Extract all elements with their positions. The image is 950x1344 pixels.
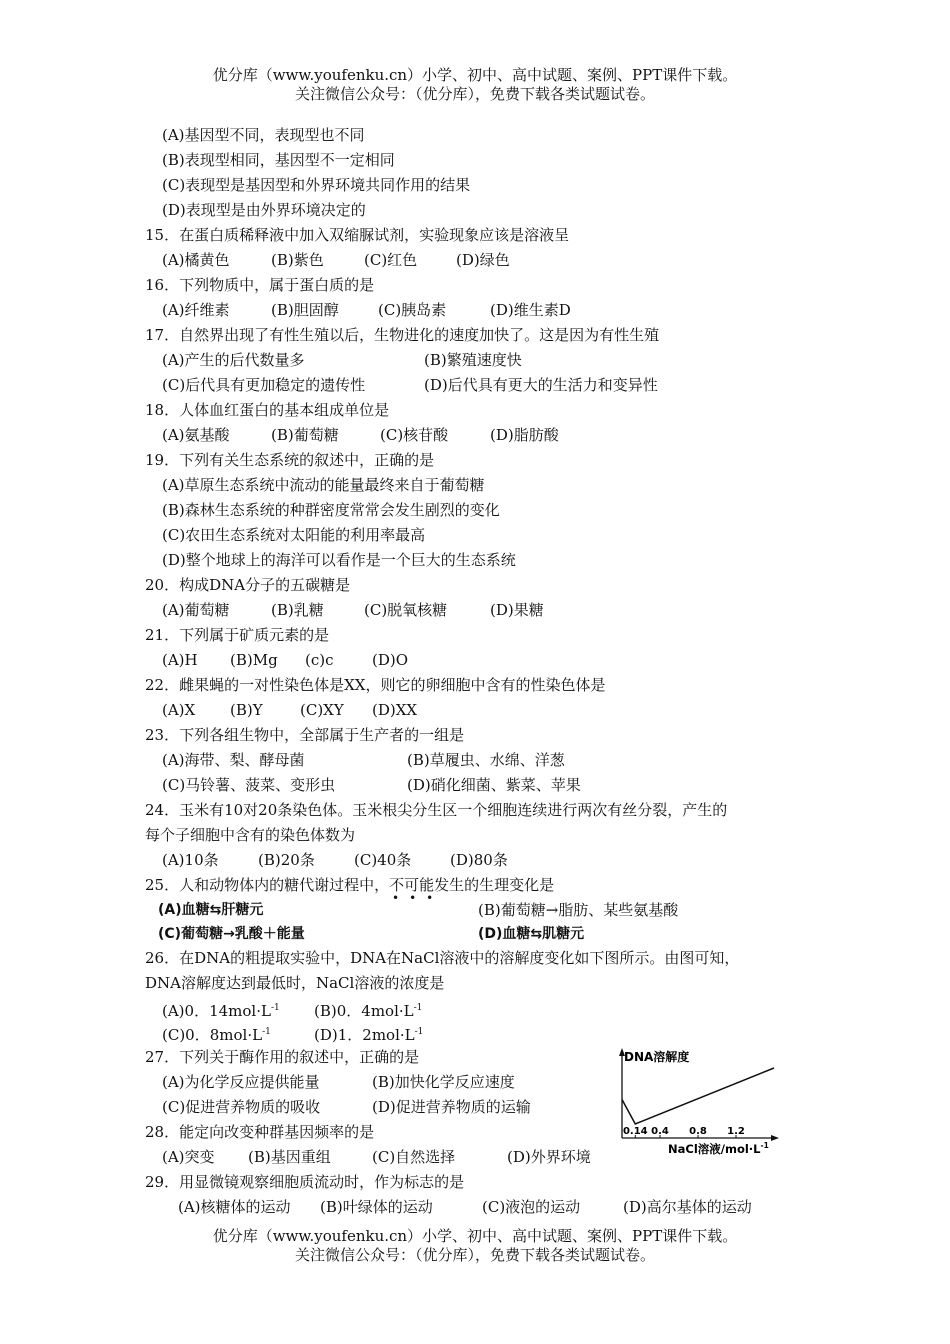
q25-option-c: (C)葡萄糖→乳酸＋能量 bbox=[158, 926, 305, 942]
q16-stem: 16．下列物质中，属于蛋白质的是 bbox=[145, 276, 375, 294]
q18-option-a: (A)氨基酸 bbox=[162, 426, 230, 444]
q18-stem: 18．人体血红蛋白的基本组成单位是 bbox=[145, 401, 390, 419]
q29-option-b: (B)叶绿体的运动 bbox=[320, 1198, 433, 1216]
y-axis-label: DNA溶解度 bbox=[624, 1050, 690, 1064]
x-axis-arrow bbox=[771, 1135, 779, 1141]
q16-option-b: (B)胆固醇 bbox=[271, 301, 339, 319]
q24-stem-line-1: 24．玉米有10对20条染色体。玉米根尖分生区一个细胞连续进行两次有丝分裂，产生的 bbox=[145, 801, 728, 819]
header-line-2: 关注微信公众号：（优分库），免费下载各类试题试卷。 bbox=[294, 85, 655, 103]
q28-stem: 28．能定向改变种群基因频率的是 bbox=[145, 1123, 375, 1141]
q26-option-a-exponent: -1 bbox=[270, 1003, 280, 1013]
q15-option-c: (C)红色 bbox=[364, 251, 418, 269]
q17-option-d: (D)后代具有更大的生活力和变异性 bbox=[424, 376, 658, 394]
q24-option-c: (C)40条 bbox=[354, 851, 412, 869]
q26-option-c: (C)0．$8mol\cdot L^{-1}$ bbox=[162, 1026, 271, 1044]
q22-option-d: (D)XX bbox=[372, 701, 418, 719]
q25-stem: 25．人和动物体内的糖代谢过程中，不可能发生的生理变化是 bbox=[145, 876, 555, 894]
q24-option-a: (A)10条 bbox=[162, 851, 219, 869]
q26-option-b: (B)0．$4mol\cdot L^{-1}$ bbox=[314, 1002, 423, 1020]
solubility-series-line bbox=[622, 1068, 774, 1124]
q16-option-d: (D)维生素D bbox=[490, 301, 571, 319]
q26-stem-line-2: DNA溶解度达到最低时，NaCl溶液的浓度是 bbox=[145, 974, 445, 992]
q22-stem: 22．雌果蝇的一对性染色体是XX，则它的卵细胞中含有的性染色体是 bbox=[145, 676, 606, 694]
q24-stem-line-2: 每个子细胞中含有的染色体数为 bbox=[145, 826, 356, 844]
q25-option-a: (A)血糖⇆肝糖元 bbox=[158, 902, 264, 918]
q21-option-a: (A)H bbox=[162, 651, 198, 669]
q29-option-c: (C)液泡的运动 bbox=[482, 1198, 581, 1216]
q24-option-d: (D)80条 bbox=[450, 851, 508, 869]
q26-option-d-exponent: -1 bbox=[414, 1027, 424, 1037]
q27-stem: 27．下列关于酶作用的叙述中，正确的是 bbox=[145, 1048, 420, 1066]
q29-stem: 29．用显微镜观察细胞质流动时，作为标志的是 bbox=[145, 1173, 465, 1191]
q21-option-d: (D)O bbox=[372, 651, 409, 669]
q27-option-d: (D)促进营养物质的运输 bbox=[372, 1098, 531, 1116]
x-tick-label: 1.2 bbox=[727, 1126, 745, 1137]
q23-option-d: (D)硝化细菌、紫菜、苹果 bbox=[407, 776, 581, 794]
q26-option-d: (D)1．$2mol\cdot L^{-1}$ bbox=[314, 1026, 424, 1044]
q14-option-b: (B)表现型相同，基因型不一定相同 bbox=[162, 151, 395, 169]
q25-option-b: (B)葡萄糖→脂肪、某些氨基酸 bbox=[478, 901, 679, 919]
q14-option-c: (C)表现型是基因型和外界环境共同作用的结果 bbox=[162, 176, 471, 194]
q21-option-b: (B)Mg bbox=[230, 651, 278, 669]
q26-stem-line-1: 26．在DNA的粗提取实验中，DNA在NaCl溶液中的溶解度变化如下图所示。由图可知， bbox=[145, 949, 740, 967]
q25-option-d: (D)血糖⇆肌糖元 bbox=[478, 926, 585, 942]
q20-option-b: (B)乳糖 bbox=[271, 601, 324, 619]
q27-option-c: (C)促进营养物质的吸收 bbox=[162, 1098, 321, 1116]
q28-option-a: (A)突变 bbox=[162, 1148, 215, 1166]
q28-option-c: (C)自然选择 bbox=[372, 1148, 456, 1166]
x-tick-labels bbox=[623, 1126, 745, 1138]
q18-option-d: (D)脂肪酸 bbox=[490, 426, 559, 444]
x-axis-label: NaCl溶液$/mol\cdot L^{-1}$ bbox=[668, 1141, 769, 1156]
q22-option-a: (A)X bbox=[162, 701, 196, 719]
q26-option-a: (A)0．$14mol\cdot L^{-1}$ bbox=[162, 1002, 280, 1020]
q22-option-c: (C)XY bbox=[300, 701, 344, 719]
q27-option-a: (A)为化学反应提供能量 bbox=[162, 1073, 320, 1091]
q24-option-b: (B)20条 bbox=[258, 851, 315, 869]
q20-option-d: (D)果糖 bbox=[490, 601, 544, 619]
q18-option-b: (B)葡萄糖 bbox=[271, 426, 339, 444]
q28-option-b: (B)基因重组 bbox=[248, 1148, 331, 1166]
footer-line-2: 关注微信公众号：（优分库），免费下载各类试题试卷。 bbox=[294, 1246, 655, 1264]
q16-option-c: (C)胰岛素 bbox=[378, 301, 447, 319]
page-footer bbox=[0, 1227, 950, 1265]
q19-option-b: (B)森林生态系统的种群密度常常会发生剧烈的变化 bbox=[162, 501, 500, 519]
q17-option-a: (A)产生的后代数量多 bbox=[162, 351, 305, 369]
emphasis-dots: ••• bbox=[392, 891, 444, 905]
q27-option-b: (B)加快化学反应速度 bbox=[372, 1073, 515, 1091]
q16-option-a: (A)纤维素 bbox=[162, 301, 230, 319]
q19-stem: 19．下列有关生态系统的叙述中，正确的是 bbox=[145, 451, 435, 469]
x-tick-label: 0.4 bbox=[651, 1126, 669, 1137]
q19-option-d: (D)整个地球上的海洋可以看作是一个巨大的生态系统 bbox=[162, 551, 516, 569]
q19-option-c: (C)农田生态系统对太阳能的利用率最高 bbox=[162, 526, 426, 544]
q14-option-a: (A)基因型不同，表现型也不同 bbox=[162, 126, 365, 144]
q23-stem: 23．下列各组生物中，全部属于生产者的一组是 bbox=[145, 726, 465, 744]
q23-option-c: (C)马铃薯、菠菜、变形虫 bbox=[162, 776, 336, 794]
x-tick-label: 0.14 bbox=[622, 1126, 648, 1137]
q26-option-b-exponent: -1 bbox=[413, 1003, 423, 1013]
q19-option-a: (A)草原生态系统中流动的能量最终来自于葡萄糖 bbox=[162, 476, 485, 494]
q23-option-b: (B)草履虫、水绵、洋葱 bbox=[407, 751, 565, 769]
q21-option-c: (c)c bbox=[305, 651, 334, 669]
q29-option-d: (D)高尔基体的运动 bbox=[623, 1198, 752, 1216]
x-tick-label: 0.8 bbox=[689, 1126, 707, 1137]
q15-option-a: (A)橘黄色 bbox=[162, 251, 230, 269]
q15-stem: 15．在蛋白质稀释液中加入双缩脲试剂，实验现象应该是溶液呈 bbox=[145, 226, 570, 244]
q17-stem: 17．自然界出现了有性生殖以后，生物进化的速度加快了。这是因为有性生殖 bbox=[145, 326, 660, 344]
q18-option-c: (C)核苷酸 bbox=[380, 426, 449, 444]
page-header bbox=[0, 66, 950, 104]
q17-option-c: (C)后代具有更加稳定的遗传性 bbox=[162, 376, 366, 394]
footer-line-1: 优分库（www.youfenku.cn）小学、初中、高中试题、案例、PPT课件下载。 bbox=[212, 1227, 738, 1245]
q17-option-b: (B)繁殖速度快 bbox=[424, 351, 522, 369]
q22-option-b: (B)Y bbox=[230, 701, 263, 719]
q15-option-b: (B)紫色 bbox=[271, 251, 324, 269]
q20-stem: 20．构成DNA分子的五碳糖是 bbox=[145, 576, 351, 594]
q20-option-c: (C)脱氧核糖 bbox=[364, 601, 448, 619]
q20-option-a: (A)葡萄糖 bbox=[162, 601, 230, 619]
header-line-1: 优分库（www.youfenku.cn）小学、初中、高中试题、案例、PPT课件下载。 bbox=[212, 66, 738, 84]
q23-option-a: (A)海带、梨、酵母菌 bbox=[162, 751, 305, 769]
q26-option-c-exponent: -1 bbox=[262, 1027, 271, 1037]
q15-option-d: (D)绿色 bbox=[456, 251, 510, 269]
dna-solubility-chart bbox=[614, 1046, 786, 1156]
q21-stem: 21．下列属于矿质元素的是 bbox=[145, 626, 330, 644]
q29-option-a: (A)核糖体的运动 bbox=[178, 1198, 291, 1216]
q14-option-d: (D)表现型是由外界环境决定的 bbox=[162, 201, 366, 219]
q28-option-d: (D)外界环境 bbox=[507, 1148, 591, 1166]
